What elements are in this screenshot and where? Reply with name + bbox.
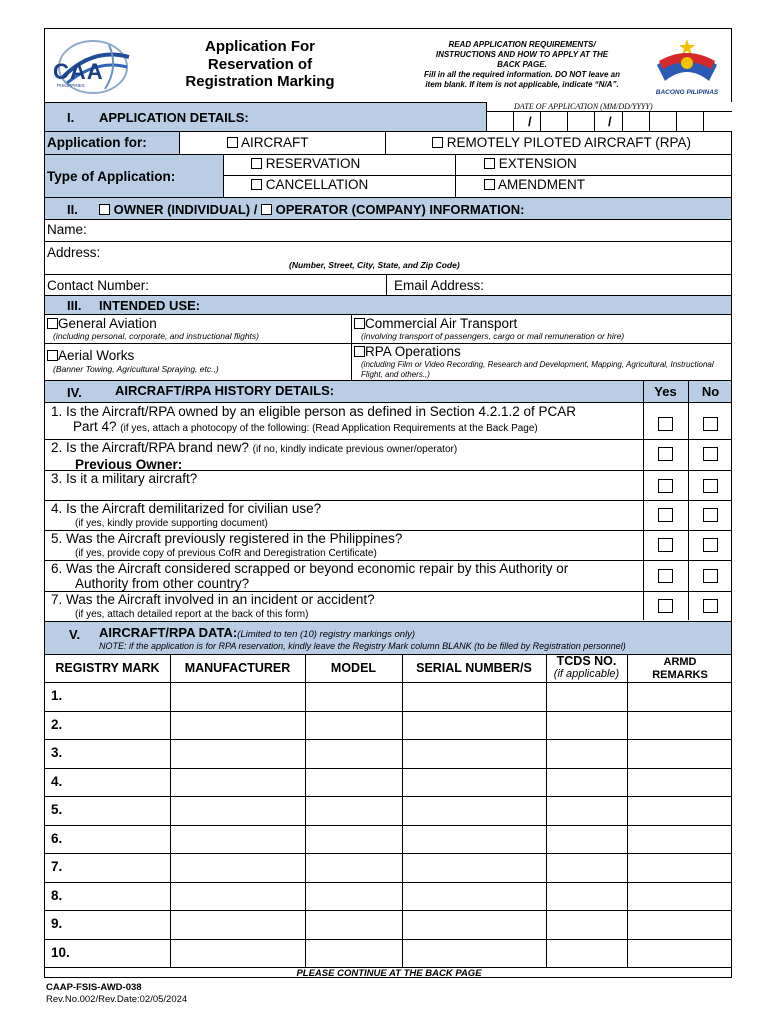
row-number: 3. — [51, 745, 63, 760]
table-row[interactable] — [75, 797, 725, 824]
question-3: 3. Is it a military aircraft? — [51, 471, 198, 486]
opt-rpa[interactable] — [432, 135, 691, 150]
previous-owner-label: Previous Owner: — [75, 457, 183, 472]
continue-note: PLEASE CONTINUE AT THE BACK PAGE — [296, 968, 482, 979]
section-5-limit: (Limited to ten (10) registry markings only) — [237, 629, 416, 640]
section-3-number: III. — [67, 298, 82, 313]
address-hint: (Number, Street, City, State, and Zip Code) — [289, 260, 460, 270]
type-of-application-label: Type of Application: — [47, 169, 176, 184]
rpa-label: REMOTELY PILOTED AIRCRAFT (RPA) — [446, 135, 692, 150]
aerial-works-hint: (Banner Towing, Agricultural Spraying, etc.,) — [53, 364, 219, 374]
question-4 — [51, 501, 321, 531]
table-row[interactable] — [75, 826, 725, 853]
section-4-number: IV. — [67, 385, 82, 400]
aerial-works-checkbox[interactable] — [47, 350, 58, 361]
reservation-checkbox[interactable] — [251, 158, 262, 169]
table-row[interactable] — [75, 683, 725, 710]
general-aviation-label: General Aviation — [58, 316, 157, 331]
general-aviation-checkbox[interactable] — [47, 318, 58, 329]
date-label: DATE OF APPLICATION (MM/DD/YYYY) — [514, 102, 653, 111]
operator-checkbox[interactable] — [261, 204, 272, 215]
aerial-works-label: Aerial Works — [58, 348, 135, 363]
section-3-title: INTENDED USE: — [99, 298, 201, 313]
q4-no-checkbox[interactable] — [703, 508, 718, 522]
cancellation-label: CANCELLATION — [265, 177, 369, 192]
email-label: Email Address: — [394, 278, 485, 293]
q1-line-a: 1. Is the Aircraft/RPA owned by an eligible person as defined in Section 4.2.1.2 of PCAR — [51, 404, 577, 419]
q4-yes-checkbox[interactable] — [658, 508, 673, 522]
application-form — [44, 28, 732, 978]
rpa-operations-hint-2: Flight, and others.,) — [361, 370, 430, 379]
aircraft-label: AIRCRAFT — [241, 135, 309, 150]
operator-label: OPERATOR (COMPANY) INFORMATION: — [275, 202, 525, 217]
general-aviation-hint: (including personal, corporate, and instructional flights) — [53, 331, 260, 341]
question-6 — [51, 561, 643, 591]
row-number: 4. — [51, 773, 63, 789]
q7-hint: (if yes, attach detailed report at the back of this form) — [75, 609, 309, 620]
table-row[interactable] — [75, 712, 725, 739]
rpa-checkbox[interactable] — [432, 137, 443, 148]
opt-aerial-works[interactable] — [47, 348, 134, 363]
header-instructions — [407, 40, 637, 90]
instr-line-5: item blank. If item is not applicable, indicate “N/A”. — [425, 80, 619, 89]
q2-yes-checkbox[interactable] — [658, 447, 673, 461]
name-label: Name: — [47, 222, 87, 237]
caa-logo — [49, 37, 133, 95]
table-row[interactable] — [75, 769, 725, 796]
extension-label: EXTENSION — [498, 156, 577, 171]
question-7 — [51, 592, 375, 622]
opt-amendment[interactable] — [484, 177, 585, 192]
bacong-pilipinas-logo — [649, 35, 725, 99]
col-registry-mark: REGISTRY MARK — [55, 661, 160, 675]
aircraft-checkbox[interactable] — [227, 137, 238, 148]
q6-line-a: 6. Was the Aircraft considered scrapped or beyond economic repair by this Authority or — [51, 561, 569, 576]
q2-line-a: 2. Is the Aircraft/RPA brand new? — [51, 440, 249, 455]
table-row[interactable] — [75, 740, 725, 767]
q1-hint: (if yes, attach a photocopy of the following: (Read Application Requirements at the Back Page) — [120, 423, 538, 434]
instr-line-4: Fill in all the required information. DO NOT leave an — [423, 70, 621, 79]
title-line-3: Registration Marking — [185, 73, 335, 90]
logo-sub: PHILIPPINES — [57, 83, 85, 88]
q7-yes-checkbox[interactable] — [658, 599, 673, 613]
opt-extension[interactable] — [484, 156, 577, 171]
opt-commercial[interactable] — [354, 316, 517, 331]
section-5-title-row — [99, 624, 415, 642]
form-title — [155, 38, 365, 91]
q6-yes-checkbox[interactable] — [658, 569, 673, 583]
row-number: 5. — [51, 802, 63, 817]
opt-reservation[interactable] — [251, 156, 360, 171]
q5-hint: (if yes, provide copy of previous CofR and Deregistration Certificate) — [75, 548, 377, 559]
commercial-label: Commercial Air Transport — [365, 316, 518, 331]
row-number: 8. — [51, 887, 63, 903]
opt-aircraft[interactable] — [227, 135, 309, 150]
row-number: 2. — [51, 716, 63, 732]
q6-line-b: Authority from other country? — [75, 576, 250, 591]
opt-rpa-operations[interactable] — [354, 344, 461, 359]
section-5-note: NOTE: if the application is for RPA reservation, kindly leave the Registry Mark column BLANK (to be filled by Registration personnel) — [99, 641, 626, 651]
section-1-number: I. — [67, 110, 75, 125]
revision-info: Rev.No.002/Rev.Date:02/05/2024 — [46, 994, 188, 1005]
table-row[interactable] — [75, 854, 725, 881]
table-row[interactable] — [75, 940, 725, 967]
col-armd-remarks — [627, 656, 733, 682]
q7-no-checkbox[interactable] — [703, 599, 718, 613]
col-tcds-sub: (if applicable) — [553, 668, 620, 680]
table-row[interactable] — [75, 911, 725, 938]
q5-yes-checkbox[interactable] — [658, 538, 673, 552]
rpa-operations-hint-1: (including Film or Video Recording, Research and Development, Mapping, Agricultural, Instructional — [361, 360, 714, 369]
row-number: 10. — [51, 944, 70, 960]
section-5-number: V. — [69, 627, 81, 642]
q1-no-checkbox[interactable] — [703, 417, 718, 431]
col-serial: SERIAL NUMBER/S — [416, 661, 532, 675]
col-model: MODEL — [330, 661, 377, 675]
col-tcds-label: TCDS NO. — [556, 654, 617, 668]
row-number: 1. — [51, 688, 63, 703]
instr-line-2: INSTRUCTIONS AND HOW TO APPLY AT THE — [435, 50, 609, 59]
instr-line-3: BACK PAGE. — [497, 60, 547, 69]
instr-line-1: READ APPLICATION REQUIREMENTS/ — [448, 40, 596, 49]
row-number: 9. — [51, 916, 63, 931]
q5-no-checkbox[interactable] — [703, 538, 718, 552]
owner-label: OWNER (INDIVIDUAL) / — [113, 202, 258, 217]
date-sep-1: / — [528, 114, 532, 129]
section-2-title — [99, 202, 525, 217]
reservation-label: RESERVATION — [265, 156, 361, 171]
form-code: CAAP-FSIS-AWD-038 — [46, 982, 142, 993]
question-5 — [51, 531, 402, 561]
logo-text: CAA — [53, 59, 104, 84]
extension-checkbox[interactable] — [484, 158, 495, 169]
rpa-operations-checkbox[interactable] — [354, 346, 365, 357]
q3-no-checkbox[interactable] — [703, 479, 718, 493]
title-line-1: Application For — [205, 38, 315, 55]
opt-general-aviation[interactable] — [47, 316, 157, 331]
q2-hint: (if no, kindly indicate previous owner/operator) — [252, 444, 458, 455]
col-remarks-label: REMARKS — [652, 669, 708, 681]
q7-line-a: 7. Was the Aircraft involved in an incident or accident? — [51, 592, 375, 607]
section-4-title: AIRCRAFT/RPA HISTORY DETAILS: — [115, 383, 335, 398]
contact-number-label: Contact Number: — [47, 278, 150, 293]
rpa-operations-label: RPA Operations — [365, 344, 461, 359]
application-for-label: Application for: — [47, 135, 147, 150]
q1-line-b: Part 4? — [73, 419, 117, 434]
commercial-hint: (involving transport of passengers, cargo or mail remuneration or hire) — [361, 331, 625, 341]
q2-no-checkbox[interactable] — [703, 447, 718, 461]
yes-header: Yes — [654, 384, 677, 399]
col-tcds — [546, 655, 627, 681]
date-of-application — [486, 102, 732, 131]
date-sep-2: / — [608, 114, 612, 129]
q3-yes-checkbox[interactable] — [658, 479, 673, 493]
brand-text: BACONG PILIPINAS — [655, 89, 719, 96]
address-label: Address: — [47, 245, 101, 260]
col-armd-label: ARMD — [663, 656, 697, 668]
title-line-2: Reservation of — [207, 55, 313, 73]
question-1 — [51, 404, 643, 436]
row-number: 6. — [51, 830, 63, 846]
q4-hint: (if yes, kindly provide supporting document) — [75, 518, 268, 529]
q1-yes-checkbox[interactable] — [658, 417, 673, 431]
opt-cancellation[interactable] — [251, 177, 368, 192]
q5-line-a: 5. Was the Aircraft previously registered in the Philippines? — [51, 531, 403, 546]
question-2 — [51, 440, 643, 472]
q4-line-a: 4. Is the Aircraft demilitarized for civilian use? — [51, 501, 322, 516]
table-row[interactable] — [75, 883, 725, 910]
section-5-title: AIRCRAFT/RPA DATA: — [99, 625, 238, 640]
no-header: No — [701, 384, 720, 399]
name-field[interactable] — [97, 220, 727, 240]
row-number: 7. — [51, 859, 63, 874]
amendment-checkbox[interactable] — [484, 179, 495, 190]
cancellation-checkbox[interactable] — [251, 179, 262, 190]
section-1-title: APPLICATION DETAILS: — [99, 110, 249, 125]
owner-checkbox[interactable] — [99, 204, 110, 215]
commercial-checkbox[interactable] — [354, 318, 365, 329]
amendment-label: AMENDMENT — [498, 177, 586, 192]
q6-no-checkbox[interactable] — [703, 569, 718, 583]
section-2-number: II. — [67, 202, 78, 217]
col-manufacturer: MANUFACTURER — [184, 661, 291, 675]
